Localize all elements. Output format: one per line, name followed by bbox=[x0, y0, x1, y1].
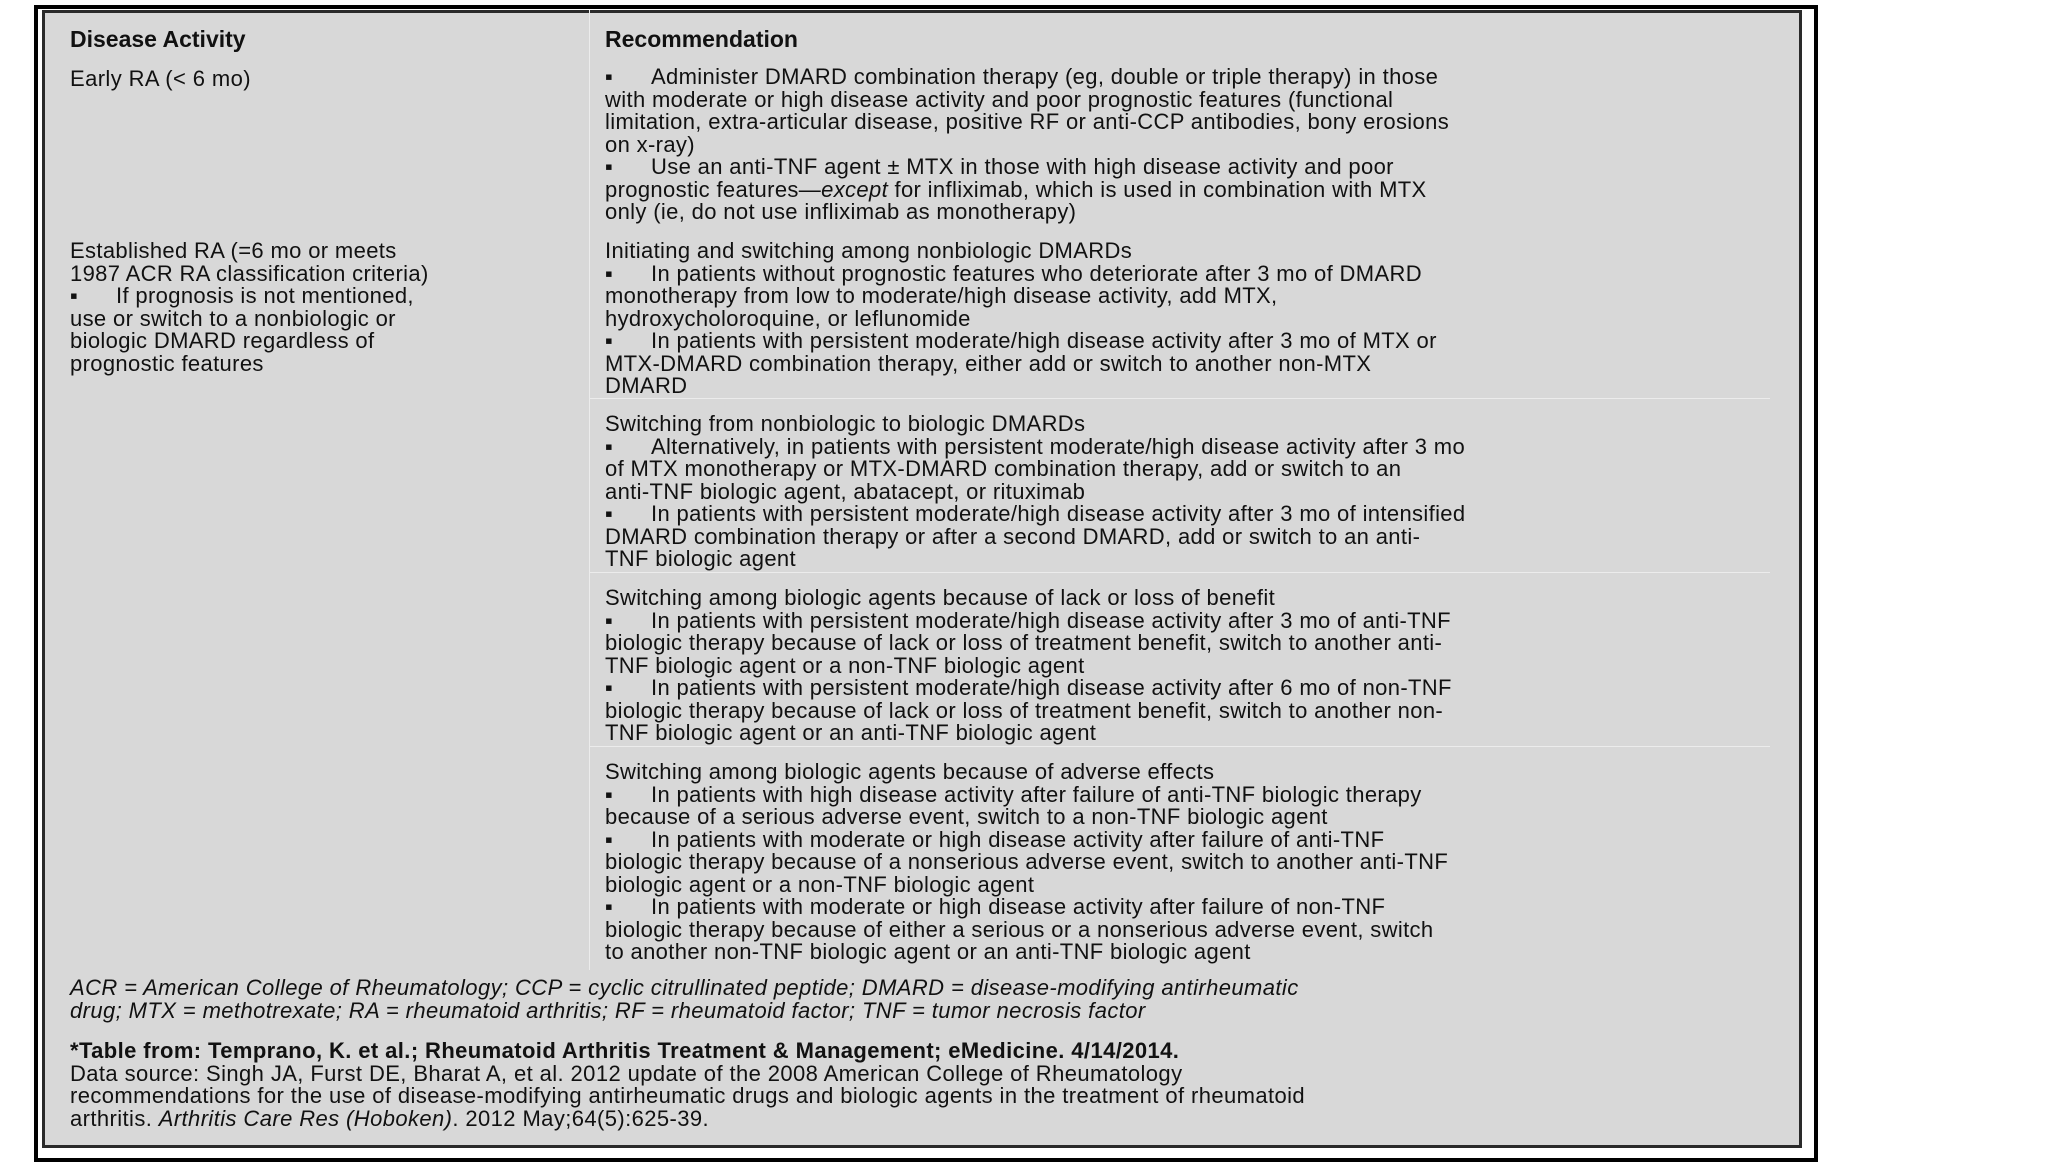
text-line: 1987 ACR RA classification criteria) bbox=[70, 260, 429, 286]
list-item: ▪ If prognosis is not mentioned, bbox=[70, 283, 414, 308]
text-line: on x-ray) bbox=[605, 131, 695, 157]
text-line: recommendations for the use of disease-modifying antirheumatic drugs and biologic agents in the treatment of rheumatoid bbox=[70, 1083, 1306, 1108]
list-item: ▪ In patients with high disease activity after failure of anti-TNF biologic therapy bbox=[605, 781, 1422, 807]
text-line: TNF biologic agent or a non-TNF biologic agent bbox=[605, 652, 1085, 678]
list-item: ▪ Alternatively, in patients with persistent moderate/high disease activity after 3 mo bbox=[605, 433, 1466, 459]
column-divider bbox=[589, 10, 590, 970]
row-divider bbox=[590, 746, 1770, 747]
list-item: ▪ In patients with persistent moderate/high disease activity after 3 mo of intensified bbox=[605, 501, 1466, 526]
text-line: TNF biologic agent bbox=[605, 546, 796, 571]
text-line: prognostic features—except for infliximab, which is used in combination with MTX bbox=[605, 176, 1427, 202]
text-line: monotherapy from low to moderate/high disease activity, add MTX, bbox=[605, 283, 1278, 308]
text-line: with moderate or high disease activity and poor prognostic features (functional bbox=[605, 86, 1394, 112]
text-line: biologic therapy because of lack or loss of treatment benefit, switch to another anti- bbox=[605, 630, 1443, 655]
section-title: Switching from nonbiologic to biologic DMARDs bbox=[605, 411, 1086, 436]
list-item: ▪ Administer DMARD combination therapy (eg, double or triple therapy) in those bbox=[605, 64, 1439, 89]
text-line: biologic therapy because of a nonserious adverse event, switch to another anti-TNF bbox=[605, 849, 1449, 874]
text-line: prognostic features bbox=[70, 350, 264, 376]
source-citation bbox=[70, 1040, 1790, 1130]
list-item: ▪ Use an anti-TNF agent ± MTX in those with high disease activity and poor bbox=[605, 154, 1394, 179]
row-divider bbox=[590, 398, 1770, 399]
text-line: limitation, extra-articular disease, positive RF or anti-CCP antibodies, bony erosions bbox=[605, 109, 1450, 134]
header-recommendation: Recommendation bbox=[605, 26, 798, 52]
section-initiating-switching bbox=[605, 240, 1775, 398]
list-item: ▪ In patients with persistent moderate/high disease activity after 3 mo of MTX or bbox=[605, 328, 1437, 353]
text-line: anti-TNF biologic agent, abatacept, or rituximab bbox=[605, 478, 1086, 504]
section-title: Initiating and switching among nonbiologic DMARDs bbox=[605, 238, 1133, 263]
text-line: arthritis. Arthritis Care Res (Hoboken). 2012 May;64(5):625-39. bbox=[70, 1105, 710, 1131]
early-ra-label: Early RA (< 6 mo) bbox=[70, 66, 252, 91]
section-title: Switching among biologic agents because of lack or loss of benefit bbox=[605, 585, 1276, 610]
text-line: MTX-DMARD combination therapy, either add or switch to another non-MTX bbox=[605, 350, 1372, 376]
list-item: ▪ In patients with moderate or high disease activity after failure of anti-TNF bbox=[605, 826, 1385, 852]
text-line: drug; MTX = methotrexate; RA = rheumatoid arthritis; RF = rheumatoid factor; TNF = tumor necrosis factor bbox=[70, 997, 1146, 1023]
text-line: of MTX monotherapy or MTX-DMARD combination therapy, add or switch to an bbox=[605, 456, 1402, 481]
text-line: DMARD combination therapy or after a second DMARD, add or switch to an anti- bbox=[605, 523, 1421, 549]
text-line: only (ie, do not use infliximab as monotherapy) bbox=[605, 199, 1077, 224]
abbreviations-note bbox=[70, 977, 1790, 1022]
text-line: DMARD bbox=[605, 373, 688, 398]
text-line: use or switch to a nonbiologic or bbox=[70, 305, 396, 331]
section-title: Switching among biologic agents because of adverse effects bbox=[605, 759, 1215, 784]
section-nonbiologic-to-biologic bbox=[605, 413, 1775, 571]
text-line: ACR = American College of Rheumatology; CCP = cyclic citrullinated peptide; DMARD = disease-modifying antirheumatic bbox=[70, 975, 1299, 1000]
text-line: Established RA (=6 mo or meets bbox=[70, 238, 397, 263]
early-ra-recommendation bbox=[605, 66, 1775, 224]
text-line: biologic DMARD regardless of bbox=[70, 328, 375, 353]
established-ra-label bbox=[70, 240, 590, 375]
list-item: ▪ In patients without prognostic features who deteriorate after 3 mo of DMARD bbox=[605, 260, 1422, 286]
list-item: ▪ In patients with persistent moderate/high disease activity after 3 mo of anti-TNF bbox=[605, 607, 1451, 633]
text-line: biologic therapy because of lack or loss of treatment benefit, switch to another non- bbox=[605, 697, 1444, 723]
table-source-line: *Table from: Temprano, K. et al.; Rheumatoid Arthritis Treatment & Management; eMedicine. 4/14/2014. bbox=[70, 1038, 1180, 1063]
text-line: TNF biologic agent or an anti-TNF biologic agent bbox=[605, 720, 1097, 745]
text-line: biologic agent or a non-TNF biologic agent bbox=[605, 871, 1035, 897]
text-line: because of a serious adverse event, switch to a non-TNF biologic agent bbox=[605, 804, 1328, 829]
text-line: to another non-TNF biologic agent or an anti-TNF biologic agent bbox=[605, 939, 1251, 964]
list-item: ▪ In patients with persistent moderate/high disease activity after 6 mo of non-TNF bbox=[605, 675, 1452, 700]
row-divider bbox=[590, 572, 1770, 573]
text-line: biologic therapy because of either a serious or a nonserious adverse event, switch bbox=[605, 916, 1434, 942]
text-line: hydroxycholoroquine, or leflunomide bbox=[605, 305, 971, 331]
list-item: ▪ In patients with moderate or high disease activity after failure of non-TNF bbox=[605, 894, 1386, 919]
header-disease-activity: Disease Activity bbox=[70, 26, 246, 52]
text-line: Data source: Singh JA, Furst DE, Bharat A, et al. 2012 update of the 2008 American College of Rheumatology bbox=[70, 1060, 1183, 1086]
section-lack-of-benefit bbox=[605, 587, 1775, 745]
section-adverse-effects bbox=[605, 761, 1775, 964]
